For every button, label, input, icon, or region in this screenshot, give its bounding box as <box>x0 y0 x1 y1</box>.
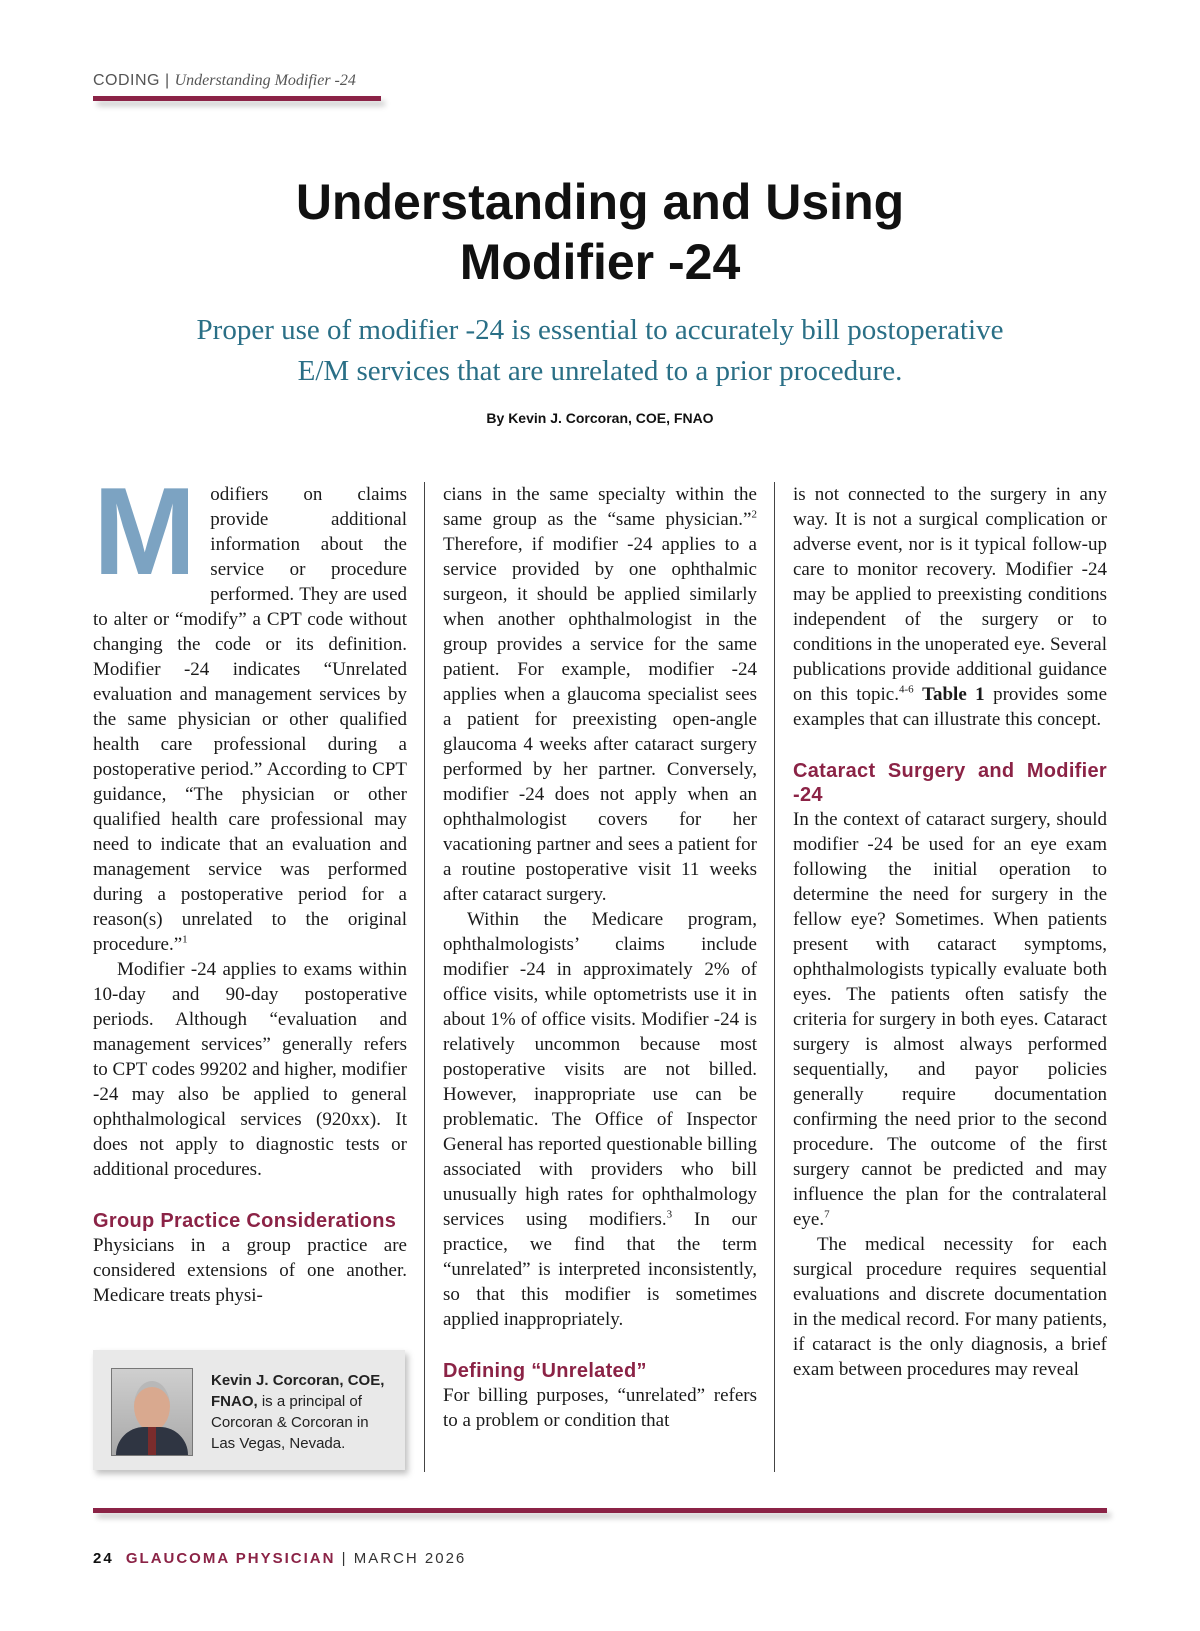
footer-rule <box>93 1508 1107 1513</box>
paragraph <box>793 807 1107 1232</box>
article-title <box>0 172 1200 292</box>
intro-text: odifiers on claims provide additional information about the service or procedure performed. They are used to alter or “modify” a CPT code without changing the code or its definition. Modifier -24 indicates “Unrelated evaluation and management services by the same physician or other qualified health care professional during a postoperative period.” According to CPT guidance, “The physician or other qualified health care professional may need to indicate that an evaluation and management service was performed during a postoperative period for a reason(s) unrelated to the original procedure.” <box>93 484 407 955</box>
header-separator: | <box>164 72 170 89</box>
paragraph-text: provides some examples that can illustrate this concept. <box>793 684 1107 730</box>
paragraph: Physicians in a group practice are considered extensions of one another. Medicare treats physi- <box>93 1235 407 1306</box>
portrait-tie <box>148 1427 156 1455</box>
paragraph: For billing purposes, “unrelated” refers to a problem or condition that <box>443 1385 757 1431</box>
footnote-ref: 4-6 <box>898 683 914 696</box>
footer-separator: | <box>341 1550 348 1567</box>
section-heading-group-practice: Group Practice Considerations <box>93 1210 397 1232</box>
paragraph-text: Within the Medicare program, ophthalmologists’ claims include modifier -24 in approximately 2% of office visits, while optometrists use it in about 1% of office visits. Modifier -24 is relatively uncommon because most postoperative visits are not billed. However, inappropriate use can be problematic. The Office of Inspector General has reported questionable billing associated with providers who bill unusually high rates for ophthalmology services using modifiers. <box>443 909 757 1230</box>
section-heading-cataract-surgery: Cataract Surgery and Modifier -24 <box>793 760 1107 806</box>
subtitle-line-2: E/M services that are unrelated to a prior procedure. <box>297 355 903 387</box>
intro-paragraph <box>93 463 407 957</box>
paragraph-text: is not connected to the surgery in any way. It is not a surgical complication or adverse event, nor is it typical follow-up care to monitor recovery. Modifier -24 may be applied to preexisting conditions independent of the surgery or to conditions in the unoperated eye. Several publications provide additional guidance on this topic. <box>793 484 1107 705</box>
footnote-ref: 1 <box>182 933 188 946</box>
author-name: Kevin J. Corcoran, COE, FNAO, <box>211 1372 385 1410</box>
footnote-ref: 3 <box>666 1208 673 1221</box>
paragraph <box>793 482 1107 732</box>
paragraph-text: In the context of cataract surgery, should modifier -24 be used for an eye exam following the initial operation to determine the need for surgery in the fellow eye? Sometimes. When patients present with cataract symptoms, ophthalmologists typically evaluate both eyes. The patients often satisfy the criteria for surgery in both eyes. Cataract surgery is almost always performed sequentially, and payor policies generally require documentation confirming the need prior to the second procedure. The outcome of the first surgery cannot be predicted and may influence the plan for the contralateral eye. <box>793 809 1107 1230</box>
paragraph-text: Therefore, if modifier -24 applies to a service provided by one ophthalmic surgeon, it should be applied similarly when another ophthalmologist in the group provides a service for the same patient. For example, modifier -24 applies when a glaucoma specialist sees a patient for preexisting open-angle glaucoma 4 weeks after cataract surgery performed by her partner. Conversely, modifier -24 does not apply when an ophthalmologist covers for her vacationing partner and sees a patient for a routine postoperative visit 11 weeks after cataract surgery. <box>443 534 757 905</box>
paragraph: The medical necessity for each surgical procedure requires sequential evaluations and discrete documentation in the medical record. For many patients, if cataract is the only diagnosis, a brief exam between procedures may reveal <box>793 1234 1107 1380</box>
title-line-2: Modifier -24 <box>459 234 741 290</box>
footnote-ref: 7 <box>824 1208 830 1221</box>
paragraph: Modifier -24 applies to exams within 10-day and 90-day postoperative periods. Although “evaluation and management services” generally refers to CPT codes 99202 and higher, modifier -24 may also be applied to general ophthalmological services (920xx). It does not apply to diagnostic tests or additional procedures. <box>93 959 407 1180</box>
column-divider-1 <box>424 482 425 1472</box>
header-rule <box>93 96 381 101</box>
author-photo <box>111 1368 193 1456</box>
header-section: CODING <box>93 72 160 89</box>
subtitle-line-1: Proper use of modifier -24 is essential to accurately bill postoperative <box>196 314 1004 346</box>
column-divider-2 <box>774 482 775 1472</box>
header-subtitle: Understanding Modifier -24 <box>174 72 356 89</box>
column-3 <box>793 482 1107 1382</box>
author-bio-text <box>211 1370 391 1454</box>
column-1 <box>93 463 407 1308</box>
issue-date: MARCH 2026 <box>353 1550 467 1567</box>
footnote-ref: 2 <box>751 508 757 521</box>
author-bio-box <box>93 1350 405 1470</box>
title-line-1: Understanding and Using <box>295 174 905 230</box>
byline: By Kevin J. Corcoran, COE, FNAO <box>486 410 714 426</box>
paragraph-text: cians in the same specialty within the same group as the “same physician.” <box>443 484 757 530</box>
paragraph-text: In our practice, we find that the term “unrelated” is interpreted inconsistently, so that this modifier is sometimes applied inappropriately. <box>443 1209 757 1330</box>
page-footer <box>93 1550 466 1567</box>
publication-name: GLAUCOMA PHYSICIAN <box>125 1550 336 1567</box>
header-kicker <box>93 72 356 90</box>
author-description: is a principal of Corcoran & Corcoran in Las Vegas, Nevada. <box>211 1393 369 1452</box>
drop-cap: M <box>93 463 197 601</box>
section-heading-defining-unrelated: Defining “Unrelated” <box>443 1360 647 1382</box>
page-number: 24 <box>93 1550 114 1567</box>
column-2 <box>443 482 757 1433</box>
paragraph <box>443 907 757 1332</box>
portrait-head <box>134 1381 170 1431</box>
paragraph <box>443 482 757 907</box>
article-subtitle <box>100 310 1100 392</box>
table-reference: Table 1 <box>922 684 985 705</box>
